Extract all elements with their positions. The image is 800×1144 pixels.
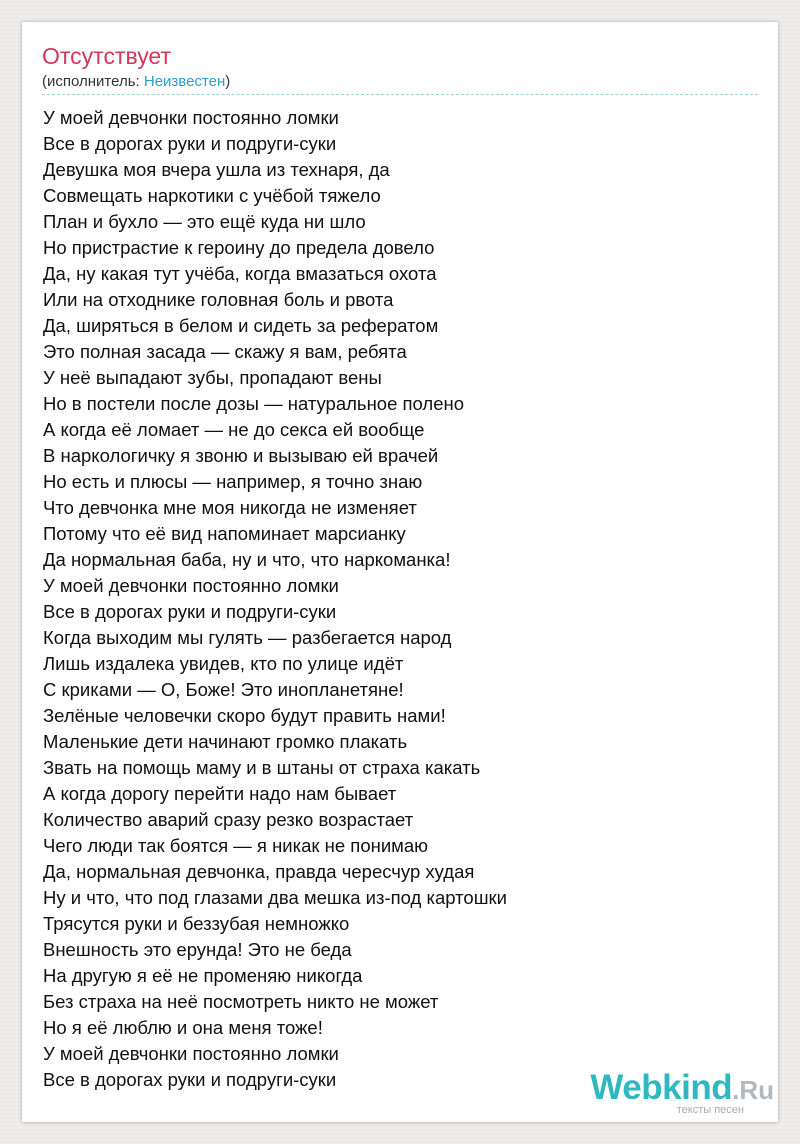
lyric-line: Но пристрастие к героину до предела довело bbox=[43, 237, 435, 258]
lyric-line: Девушка моя вчера ушла из технаря, да bbox=[43, 159, 390, 180]
lyric-line: Совмещать наркотики с учёбой тяжело bbox=[43, 185, 381, 206]
lyric-line: Или на отходнике головная боль и рвота bbox=[43, 289, 394, 310]
lyric-line: Что девчонка мне моя никогда не изменяет bbox=[43, 497, 417, 518]
lyric-line: Ну и что, что под глазами два мешка из-под картошки bbox=[43, 887, 507, 908]
artist-prefix: (исполнитель: bbox=[42, 73, 144, 90]
lyric-line: Да, нормальная девчонка, правда чересчур худая bbox=[43, 861, 475, 882]
lyric-line: А когда её ломает — не до секса ей вообще bbox=[43, 419, 425, 440]
lyric-line: Количество аварий сразу резко возрастает bbox=[43, 809, 414, 830]
logo-tld: .Ru bbox=[732, 1075, 774, 1105]
lyric-line: Зелёные человечки скоро будут править нами! bbox=[43, 705, 446, 726]
lyric-line: Но есть и плюсы — например, я точно знаю bbox=[43, 471, 423, 492]
lyric-line: Но я её люблю и она меня тоже! bbox=[43, 1017, 323, 1038]
lyric-line: Чего люди так боятся — я никак не понимаю bbox=[43, 835, 429, 856]
song-title: Отсутствует bbox=[42, 43, 171, 69]
lyric-line: Без страха на неё посмотреть никто не может bbox=[43, 991, 439, 1012]
lyric-line: Да нормальная баба, ну и что, что наркоманка! bbox=[43, 549, 451, 570]
lyric-line: Да, ширяться в белом и сидеть за рефератом bbox=[43, 315, 439, 336]
logo-wordmark bbox=[590, 1070, 774, 1108]
lyrics-list bbox=[43, 105, 507, 1093]
lyric-line: Внешность это ерунда! Это не беда bbox=[43, 939, 352, 960]
lyric-line: У неё выпадают зубы, пропадают вены bbox=[43, 367, 382, 388]
lyric-line: Трясутся руки и беззубая немножко bbox=[43, 913, 350, 934]
site-logo[interactable] bbox=[590, 1070, 774, 1116]
lyric-line: Звать на помощь маму и в штаны от страха какать bbox=[43, 757, 481, 778]
lyric-line: С криками — О, Боже! Это инопланетяне! bbox=[43, 679, 404, 700]
lyric-line: На другую я её не променяю никогда bbox=[43, 965, 363, 986]
lyrics-sheet bbox=[22, 22, 778, 1122]
lyric-line: Когда выходим мы гулять — разбегается народ bbox=[43, 627, 452, 648]
logo-tagline: тексты песен bbox=[676, 1104, 744, 1116]
lyric-line: Да, ну какая тут учёба, когда вмазаться охота bbox=[43, 263, 437, 284]
lyric-line: План и бухло — это ещё куда ни шло bbox=[43, 211, 366, 232]
divider bbox=[42, 94, 758, 95]
artist-link[interactable]: Неизвестен bbox=[143, 73, 226, 90]
lyric-line: Это полная засада — скажу я вам, ребята bbox=[43, 341, 407, 362]
lyric-line: Все в дорогах руки и подруги-суки bbox=[43, 601, 337, 622]
lyric-line: Но в постели после дозы — натуральное полено bbox=[43, 393, 464, 414]
lyric-line: Все в дорогах руки и подруги-суки bbox=[43, 133, 337, 154]
lyric-line: Маленькие дети начинают громко плакать bbox=[43, 731, 408, 752]
artist-line bbox=[42, 73, 230, 91]
lyric-line: А когда дорогу перейти надо нам бывает bbox=[43, 783, 397, 804]
lyric-line: Потому что её вид напоминает марсианку bbox=[43, 523, 406, 544]
lyric-line: Лишь издалека увидев, кто по улице идёт bbox=[43, 653, 404, 674]
lyric-line: В наркологичку я звоню и вызываю ей врачей bbox=[43, 445, 439, 466]
lyric-line: У моей девчонки постоянно ломки bbox=[43, 575, 339, 596]
lyric-line: У моей девчонки постоянно ломки bbox=[43, 107, 339, 128]
artist-suffix: ) bbox=[225, 73, 231, 90]
logo-name: Webkind bbox=[590, 1068, 733, 1107]
lyric-line: Все в дорогах руки и подруги-суки bbox=[43, 1069, 337, 1090]
lyric-line: У моей девчонки постоянно ломки bbox=[43, 1043, 339, 1064]
